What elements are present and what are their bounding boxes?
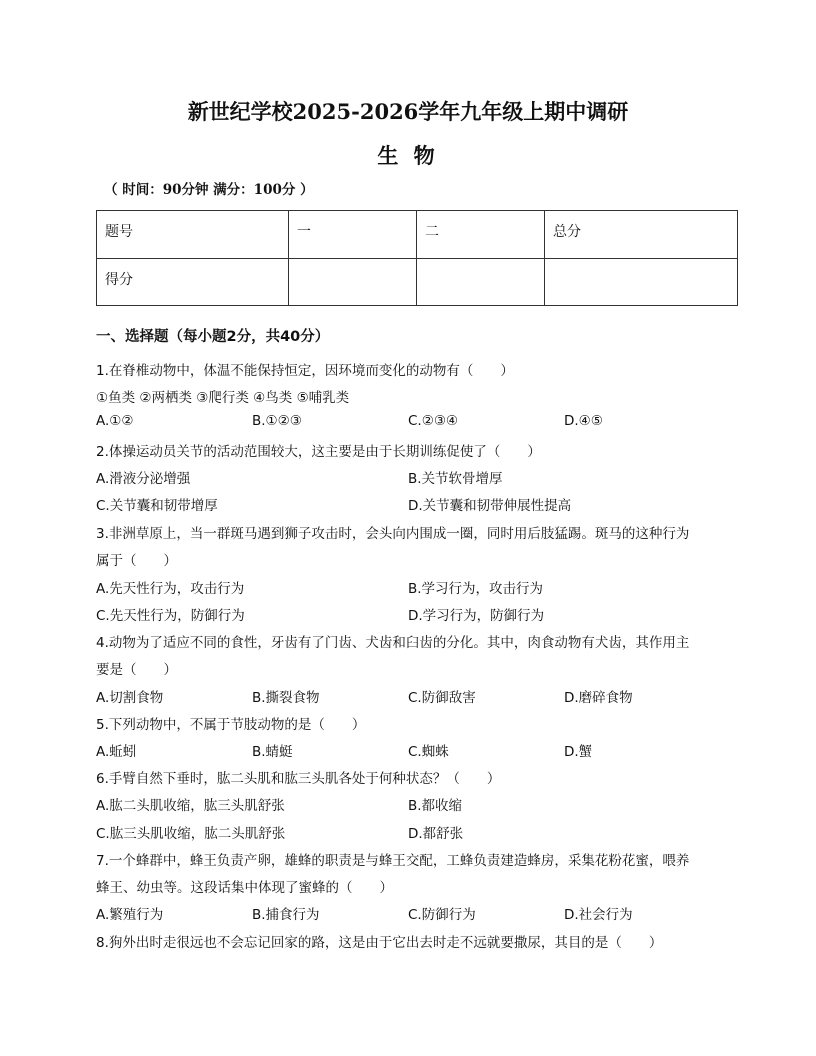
option-c[interactable]: C.防御敌害: [408, 690, 476, 706]
score-input-cell[interactable]: [417, 258, 545, 306]
option-a[interactable]: A.切割食物: [96, 690, 164, 706]
option-a[interactable]: A.先天性行为，攻击行为: [96, 581, 245, 597]
option-d[interactable]: D.④⑤: [564, 413, 603, 429]
option-c[interactable]: C.蜘蛛: [408, 744, 449, 760]
score-table: [96, 210, 738, 306]
option-c[interactable]: C.关节囊和韧带增厚: [96, 498, 218, 514]
option-a[interactable]: A.蚯蚓: [96, 744, 137, 760]
question-stem: 5.下列动物中，不属于节肢动物的是（ ）: [96, 717, 366, 733]
option-c[interactable]: C.②③④: [408, 413, 459, 429]
option-d[interactable]: D.磨碎食物: [564, 690, 633, 706]
option-b[interactable]: B.撕裂食物: [252, 690, 320, 706]
option-a[interactable]: A.繁殖行为: [96, 907, 164, 923]
option-c[interactable]: C.防御行为: [408, 907, 476, 923]
question-stem-continued: 属于（ ）: [96, 553, 177, 569]
option-b[interactable]: B.都收缩: [408, 798, 463, 814]
option-c[interactable]: C.先天性行为，防御行为: [96, 608, 245, 624]
option-d[interactable]: D.社会行为: [564, 907, 633, 923]
question-stem: 3.非洲草原上，当一群斑马遇到狮子攻击时，会头向内围成一圈，同时用后肢猛踢。斑马的这种行为: [96, 526, 690, 542]
score-table-header-row: [97, 211, 738, 259]
option-a[interactable]: A.滑液分泌增强: [96, 471, 191, 487]
option-a[interactable]: A.肱二头肌收缩，肱三头肌舒张: [96, 798, 285, 814]
score-input-cell[interactable]: [545, 258, 738, 306]
option-b[interactable]: B.捕食行为: [252, 907, 320, 923]
question-stem-continued: 要是（ ）: [96, 662, 177, 678]
table-cell: 一: [289, 211, 417, 259]
section-heading: 一、选择题（每小题2分，共40分）: [96, 329, 330, 345]
option-b[interactable]: B.蜻蜓: [252, 744, 293, 760]
option-d[interactable]: D.都舒张: [408, 826, 464, 842]
question-stem: 8.狗外出时走很远也不会忘记回家的路，这是由于它出去时走不远就要撒尿，其目的是（ ）: [96, 935, 663, 951]
question-stem: 7.一个蜂群中，蜂王负责产卵，雄蜂的职责是与蜂王交配，工蜂负责建造蜂房，采集花粉花蜜，喂养: [96, 853, 690, 869]
option-b[interactable]: B.①②③: [252, 413, 302, 429]
exam-info: （ 时间：90分钟 满分：100分 ）: [104, 182, 314, 198]
table-cell: 题号: [97, 211, 289, 259]
option-b[interactable]: B.学习行为，攻击行为: [408, 581, 544, 597]
option-a[interactable]: A.①②: [96, 413, 134, 429]
question-stem: 1.在脊椎动物中，体温不能保持恒定，因环境而变化的动物有（ ）: [96, 363, 514, 379]
score-input-cell[interactable]: [289, 258, 417, 306]
option-b[interactable]: B.关节软骨增厚: [408, 471, 503, 487]
table-cell: 二: [417, 211, 545, 259]
exam-title: 新世纪学校2025-2026学年九年级上期中调研: [187, 99, 629, 124]
question-stem: 4.动物为了适应不同的食性，牙齿有了门齿、犬齿和臼齿的分化。其中，肉食动物有犬齿，其作用主: [96, 635, 690, 651]
table-cell: 总分: [545, 211, 738, 259]
question-stem: 2.体操运动员关节的活动范围较大，这主要是由于长期训练促使了（ ）: [96, 444, 541, 460]
option-d[interactable]: D.学习行为，防御行为: [408, 608, 545, 624]
question-extra: ①鱼类 ②两栖类 ③爬行类 ④鸟类 ⑤哺乳类: [96, 390, 350, 406]
table-cell: 得分: [97, 258, 289, 306]
subject-title: 生 物: [377, 143, 439, 168]
option-c[interactable]: C.肱三头肌收缩，肱二头肌舒张: [96, 826, 286, 842]
question-stem-continued: 蜂王、幼虫等。这段话集中体现了蜜蜂的（ ）: [96, 880, 393, 896]
option-d[interactable]: D.关节囊和韧带伸展性提高: [408, 498, 572, 514]
question-stem: 6.手臂自然下垂时，肱二头肌和肱三头肌各处于何种状态？（ ）: [96, 771, 501, 787]
score-table-score-row: [97, 258, 738, 306]
option-d[interactable]: D.蟹: [564, 744, 593, 760]
